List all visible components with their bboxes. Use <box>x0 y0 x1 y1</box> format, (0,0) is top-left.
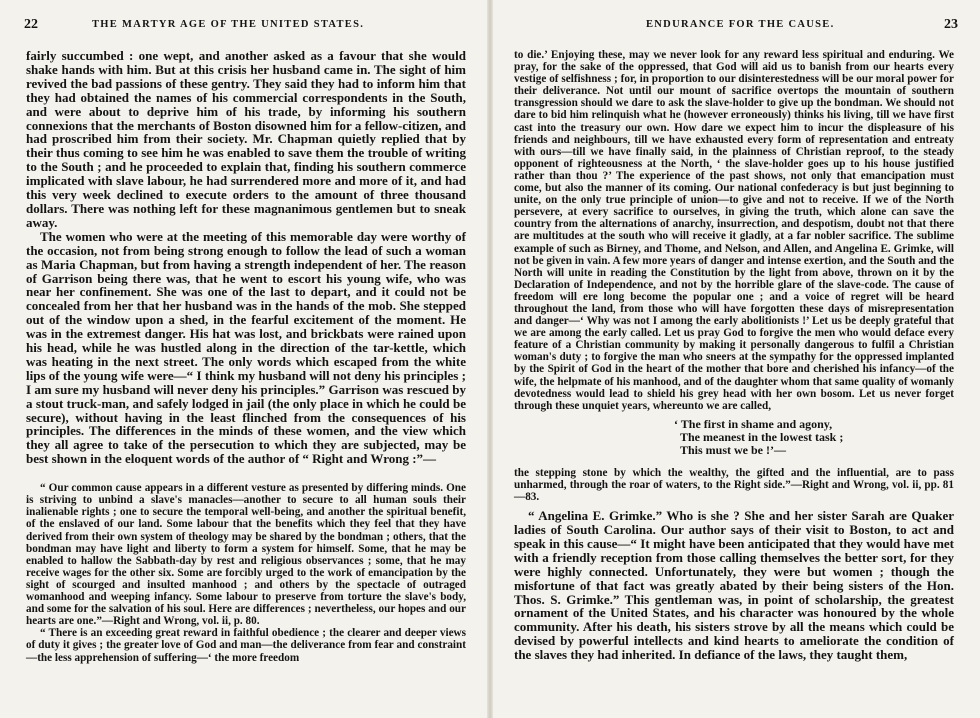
poem-line: The meanest in the lowest task ; <box>680 429 844 444</box>
left-running-title: THE MARTYR AGE OF THE UNITED STATES. <box>92 19 365 30</box>
quote-common-cause: “ Our common cause appears in a different vesture as presented by differing minds. One is striving to unbind a slave's manacles—another to secure to all human souls their inalienable rights ; one to secure the temporal well-being, and another the spiritual benefit, of the enslaved of our land. Some labour that the benefits which they feel that they have derived from their own system of theology may be shared by the bondman ; others, that the bondman may have light and liberty to form a system for himself. Some, that he may be enabled to hallow the Sabbath-day by rest and religious observances ; some, that he may receive wages for the other six. Some are forcibly urged to the work of emancipation by the sight of scourged and insulted manhood ; and others by the spectacle of outraged womanhood and weeping infancy. Some labour to preserve from torture the slave's body, and some for the salvation of his soul. Here are differences ; nevertheless, our hopes and our hearts are one.”—Right and Wrong, vol. ii, p. 80. <box>26 482 466 628</box>
right-page-text <box>514 49 954 662</box>
left-page-text <box>26 49 466 664</box>
book-gutter <box>487 0 493 718</box>
left-page <box>0 0 484 718</box>
right-page-number: 23 <box>944 17 958 32</box>
paragraph-grimke: “ Angelina E. Grimke.” Who is she ? She and her sister Sarah are Quaker ladies of South Carolina. Our author says of their visit to Boston, to act and speak in this cause—“ It might have been anticipated that they would have met with a friendly reception from those calling themselves the better sort, for they were highly connected. Unfortunately, they were but women ; though the misfortune of that fact was greatly abated by their being sisters of the Hon. Thos. S. Grimke.” This gentleman was, in point of scholarship, the greatest ornament of the United States, and his character was honoured by the whole community. After his death, his sisters strove by all the means which could be devised by powerful intellects and kind hearts to ameliorate the condition of the slaves they had inherited. In defiance of the laws, they taught them, <box>514 508 954 663</box>
left-running-head <box>0 19 484 35</box>
right-page <box>496 0 980 718</box>
quote-reward-start: “ There is an exceeding great reward in faithful obedience ; the clearer and deeper views of duty it gives ; the greater love of God and man—the deliverance from fear and constraint—the less apprehension of suffering—‘ the more freedom <box>26 627 466 664</box>
right-running-title: ENDURANCE FOR THE CAUSE. <box>646 19 835 30</box>
paragraph-women-meeting: The women who were at the meeting of this memorable day were worthy of the occasion, not from being strong enough to follow the lead of such a woman as Maria Chapman, but from having a strength independent of her. The reason of Garrison being there was, that he went to escort his young wife, who was near her confinement. She was one of the last to depart, and it could not be concealed from her that her husband was in the hands of the mob. She stepped out of the window upon a shed, in the fearful excitement of the moment. He was in the extremest danger. His hat was lost, and brickbats were rained upon his head, while he was hustled along in the direction of the tar-kettle, which was heating in the next street. The only words which escaped from the white lips of the young wife were—“ I think my husband will not deny his principles ; I am sure my husband will never deny his principles.” Garrison was rescued by a stout truck-man, and safely lodged in jail (the only place in which he could be secure), without having in the least flinched from the consequences of his principles. The differences in the minds of these women, and the view which they all agree to take of the persecution to which they are subjected, may be best shown in the eloquent words of the author of “ Right and Wrong :”— <box>26 228 466 467</box>
quote-ending: the stepping stone by which the wealthy, the gifted and the influential, are to pass unharmed, through the roar of waters, to the Right side.”—Right and Wrong, vol. ii, pp. 81—83. <box>514 466 954 503</box>
right-running-head <box>496 19 980 35</box>
poem-line: ‘ The first in shame and agony, <box>674 416 833 431</box>
poem-excerpt <box>674 418 954 457</box>
paragraph-chapman: fairly succumbed : one wept, and another asked as a favour that she would shake hands with him. But at this crisis her husband came in. The sight of him revived the bad passions of these gentry. They said they had to inform him that they had obtained the names of his commercial correspondents in the South, and were about to deprive him of his trade, by informing his southern connexions that the merchants of Boston disowned him for a fellow-citizen, and had proscribed him from their society. Mr. Chapman quietly replied that by their thus coming to see him he was enabled to save them the trouble of writing to the South ; and he proceeded to explain that, finding his southern commerce implicated with slave labour, he had surrendered more and more of it, and had this very week declined to execute orders to the amount of three thousand dollars. There was nothing left for these magnanimous gentlemen but to sneak away. <box>26 48 466 230</box>
poem-line: This must we be !’— <box>680 442 787 457</box>
left-page-number: 22 <box>24 17 38 32</box>
quote-continuation: to die.’ Enjoying these, may we never look for any reward less spiritual and enduring. We pray, for the sake of the oppressed, that God will aid us to banish from our hearts every vestige of selfishness ; for, in proportion to our disinterestedness will be our moral power for their deliverance. Not until our mount of sacrifice overtops the mountain of southern transgression should we dare to ask the slave-holder to give up the bondman. We should not dare to bid him relinquish what he (however erroneously) thinks his living, till we have first cast into the treasury our own. How dare we expect him to incur the displeasure of his friends and neighbours, till we have exhausted every form of representation and entreaty with ours—till we have finally said, in the plainness of Christian reproof, to the steady opponent of righteousness at the North, ‘ the slave-holder goes up to his house justified rather than thou ?’ The experience of the past shows, not only that emancipation must come, but also the manner of its coming. Our national confederacy is but just beginning to unite, on the only true principle of union—to give and not to receive. If we of the North persevere, at every sacrifice to ourselves, in giving the truth, which alone can save the country from the alternations of anarchy, insurrection, and despotism, doubt not that there are multitudes at the south who will receive it gladly, at a far nobler sacrifice. The sublime example of such as Birney, and Thome, and Nelson, and Allen, and Angelina E. Grimke, will not be given in vain. A few more years of danger and intense exertion, and the South and the North will unite in reading the Constitution by the light from above, thrown on it by the Declaration of Independence, and not by the horrible glare of the slave-code. The cause of freedom will ere long become the popular one ; and a voice of regret will be heard throughout the land, from those who will have forgotten these days of misrepresentation and danger—‘ Why was not I among the early abolitionists !’ Let us be deeply grateful that we are among the early called. Let us pray God to forgive the men who would deface every feature of a Christian community by making it personally dangerous to fulfil a Christian woman's duty ; to forgive the man who sneers at the sympathy for the oppressed implanted by the Spirit of God in the heart of the mother that bore and cherished his infancy—of the wife, the helpmate of his manhood, and of the daughter whom that same quality of womanly devotedness would lead to shield his grey head with her own bosom. Let us never forget through these unquiet years, whereunto we are called, <box>514 49 954 412</box>
